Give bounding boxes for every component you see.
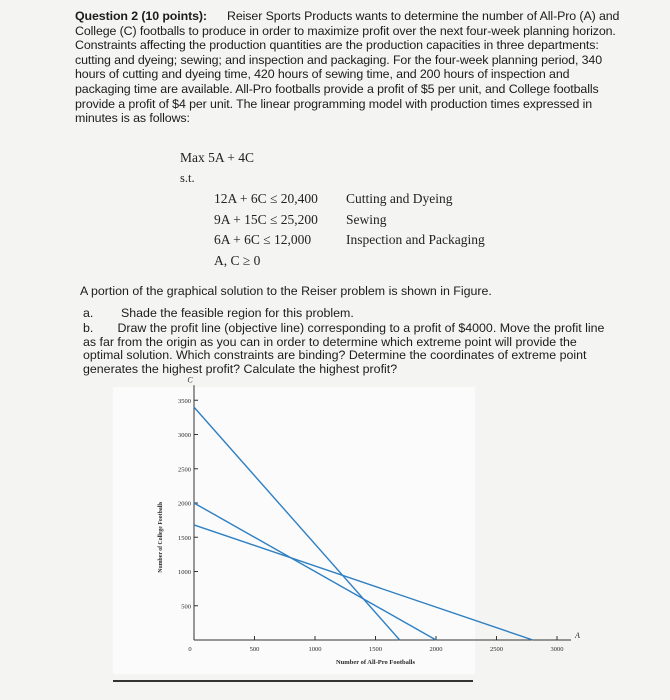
y-tick-label: 1500 [178, 534, 191, 542]
x-axis-title: Number of All-Pro Footballs [335, 659, 416, 666]
y-tick-label: 3500 [178, 397, 191, 405]
constraint-line [194, 525, 533, 640]
y-tick-label: 3000 [178, 432, 191, 439]
constraint-expression: 9A + 15C ≤ 25,200 [214, 211, 318, 227]
origin-label: 0 [188, 646, 192, 653]
constraint-row [214, 189, 485, 210]
x-tick-label: 1000 [308, 646, 322, 653]
constraint-row [214, 230, 485, 251]
divider-line [113, 680, 473, 682]
question-paragraph [75, 9, 623, 126]
constraint-line [194, 407, 400, 640]
constraint-row [214, 210, 485, 231]
constraint-expression: 6A + 6C ≤ 12,000 [214, 232, 312, 247]
part-a-label: a. [83, 306, 94, 320]
x-tick-label: 1500 [369, 646, 382, 653]
part-b [83, 322, 613, 376]
chart-svg [113, 375, 580, 674]
subject-to-label: s.t. [180, 171, 195, 185]
y-axis-title: Number of College Footballs [158, 501, 164, 573]
part-b-label: b. [83, 321, 94, 335]
x-axis-letter: A [575, 631, 580, 640]
question-label: Question 2 (10 points): [75, 9, 207, 23]
graphical-solution-figure [113, 375, 580, 674]
objective-function: Max 5A + 4C [180, 150, 254, 165]
constraint-expression: A, C ≥ 0 [214, 252, 261, 268]
question-text: Reiser Sports Products wants to determine the number of All-Pro (A) and College (C) footballs to produce in order to maximize profit over the next four-week planning horizon. Constraints affecting the production quantities are the production capacities in three departments: cutting and dyeing; sewing; and inspection and packaging. For the four-week planning period, 340 hours of cutting and dyeing time, 420 hours of sewing time, and 200 hours of inspection and packaging time are available. All-Pro footballs provide a profit of $5 per unit, and College footballs provide a profit of $4 per unit. The linear programming model with production times expressed in minutes is as follows: [75, 9, 620, 126]
y-tick-label: 2000 [178, 500, 191, 508]
constraints-block [214, 189, 485, 271]
y-tick-label: 1000 [178, 569, 191, 576]
x-tick-label: 2500 [490, 646, 503, 653]
y-axis-letter: C [187, 375, 193, 385]
constraint-name: Sewing [346, 211, 387, 227]
constraint-name: Inspection and Packaging [346, 232, 485, 247]
part-a [83, 306, 354, 320]
part-a-text: Shade the feasible region for this problem. [121, 306, 354, 320]
constraint-name: Cutting and Dyeing [346, 191, 453, 206]
x-tick-label: 3000 [550, 646, 564, 653]
constraint-expression: 12A + 6C ≤ 20,400 [214, 191, 318, 206]
y-tick-label: 2500 [178, 466, 191, 474]
x-tick-label: 500 [249, 646, 260, 653]
x-tick-label: 2000 [429, 646, 443, 653]
constraint-row [214, 251, 485, 272]
part-b-text: Draw the profit line (objective line) corresponding to a profit of $4000. Move the profit line as far from the origin as you can in order to determine which extreme point will provide the optimal solution. Which constraints are binding? Determine the coordinates of extreme point generates the highest profit? Calculate the highest profit? [83, 321, 605, 376]
y-tick-label: 500 [181, 603, 191, 611]
constraint-line [194, 503, 436, 640]
figure-intro-text: A portion of the graphical solution to the Reiser problem is shown in Figure. [80, 284, 492, 298]
